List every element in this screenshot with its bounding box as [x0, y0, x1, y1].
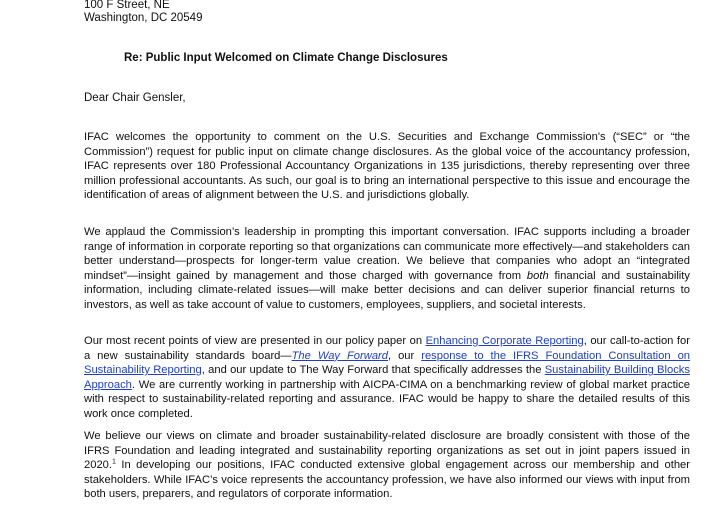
letter-subject: Re: Public Input Welcomed on Climate Change Disclosures [124, 52, 448, 64]
paragraph-views-text-2: In developing our positions, IFAC conducted extensive global engagement across our membership and other stakeholders. While IFAC’s voice represents the accountancy profession, we have also informed our views with input from both users, preparers, and regulators of corporate information. [84, 459, 690, 501]
paragraph-intro [84, 130, 690, 203]
paragraph-leadership [84, 225, 690, 313]
paragraph-pov-text-4: , and our update to The Way Forward that specifically addresses the [201, 364, 545, 377]
address-line-street: 100 F Street, NE [84, 0, 170, 11]
address-line-city: Washington, DC 20549 [84, 12, 203, 24]
footnote-marker[interactable]: 1 [112, 458, 116, 466]
paragraph-views [84, 429, 690, 502]
salutation: Dear Chair Gensler, [84, 92, 186, 104]
paragraph-views-text-1: We believe our views on climate and broader sustainability-related disclosure are broadly consistent with those of the IFRS Foundation and leading integrated and sustainability reporting organizations as set out in joint papers issued in 2020. [84, 430, 690, 472]
paragraph-points-of-view [84, 334, 690, 422]
paragraph-intro-text: IFAC welcomes the opportunity to comment on the U.S. Securities and Exchange Commission's (“SEC” or “the Commission”) request for public input on climate change disclosures. As the global voice of the accountancy profession, IFAC represents over 180 Professional Accountancy Organizations in 135 jurisdictions, thereby representing over three million professional accountants. As such, our goal is to bring an international perspective to this issue and encourage the identification of areas of alignment between the U.S. and jurisdictions globally. [84, 131, 690, 202]
link-the-way-forward[interactable]: The Way Forward [291, 349, 389, 362]
link-ifrs-consultation-response[interactable]: response to the IFRS Foundation Consultation on Sustainability Reporting [84, 349, 691, 377]
paragraph-leadership-text-2: financial and sustainability information, including climate-related issues—will make better decisions and can deliver superior financial returns to investors, as well as take account of value to customers, employees, suppliers, and societal interests. [84, 269, 690, 311]
link-sustainability-building-blocks[interactable]: Sustainability Building Blocks Approach [84, 364, 690, 391]
link-enhancing-corporate-reporting[interactable]: Enhancing Corporate Reporting [425, 335, 584, 347]
paragraph-pov-text-3: , our [388, 349, 422, 362]
paragraph-leadership-text-1: We applaud the Commission’s leadership in prompting this important conversation. IFAC supports including a broader range of information in corporate reporting so that organizations can communicate more effectively—and stakeholders can better understand—prospects for longer-term value creation. We believe that companies who adopt an “integrated mindset”—insight gained by management and those charged with governance from [84, 226, 690, 282]
paragraph-leadership-emphasis: both [526, 269, 549, 282]
paragraph-pov-text-5: . We are currently working in partnership with AICPA-CIMA on a benchmarking review of global market practice with respect to sustainability-related reporting and assurance. IFAC would be happy to share the detailed results of this work once completed. [84, 378, 690, 420]
paragraph-pov-text-2: , our call-to-action for a new sustainability standards board— [84, 335, 690, 362]
paragraph-pov-text-1: Our most recent points of view are presented in our policy paper on [84, 335, 426, 347]
